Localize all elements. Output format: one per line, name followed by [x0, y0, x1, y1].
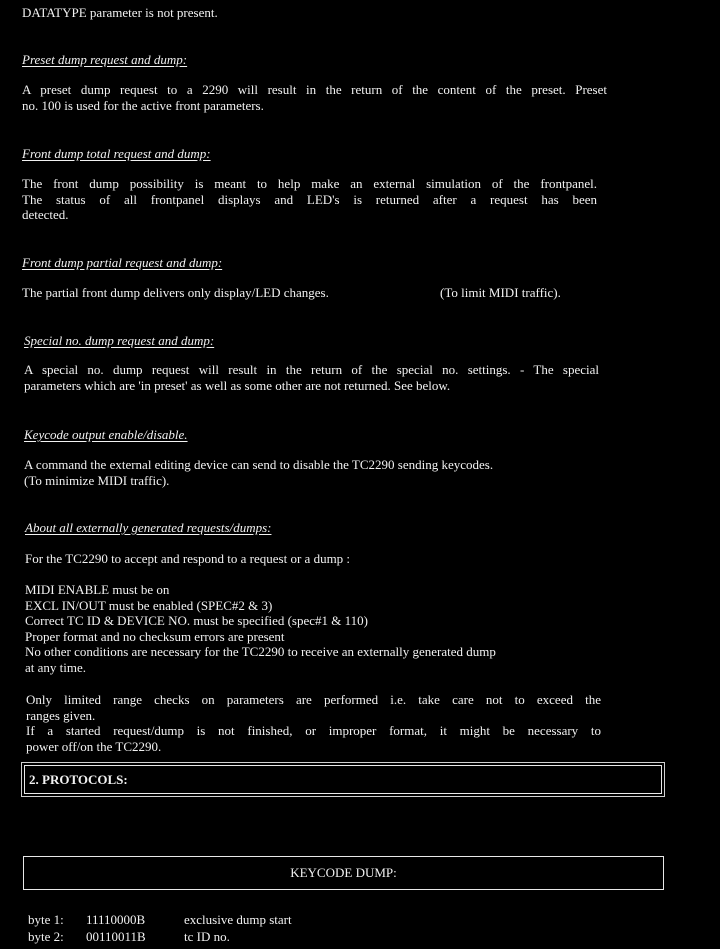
conditions-list — [25, 582, 590, 675]
section-heading: Preset dump request and dump: — [22, 52, 188, 67]
protocols-header-box — [21, 762, 665, 797]
list-item: Correct TC ID & DEVICE NO. must be specified (spec#1 & 110) — [25, 613, 368, 628]
section-front-partial — [22, 255, 622, 271]
section-external-requests — [25, 520, 625, 536]
section-special-dump — [24, 333, 624, 349]
section-keycode-output-body: A command the external editing device can send to disable the TC2290 sending keycodes. (To minimize MIDI traffic). — [24, 457, 494, 488]
section-special-body: A special no. dump request will result in the return of the special no. settings. - The special parameters which are 'in preset' as well as some other are not returned. See below. — [24, 362, 599, 393]
section-keycode-output — [24, 427, 624, 443]
list-item: MIDI ENABLE must be on — [25, 582, 170, 597]
notes-block: Only limited range checks on parameters are performed i.e. take care not to exceed the ranges given. If a started request/dump is not finished, or improper format, it might be necessary to power off/on the TC2290. — [26, 692, 601, 754]
section-heading: Keycode output enable/disable. — [24, 427, 188, 442]
section-heading: Front dump partial request and dump: — [22, 255, 223, 270]
list-item: EXCL IN/OUT must be enabled (SPEC#2 & 3) — [25, 597, 273, 613]
byte-label: byte 2: — [28, 929, 64, 944]
section-preset-body: A preset dump request to a 2290 will result in the return of the content of the preset. Preset no. 100 is used for the active front parameters. — [22, 82, 607, 113]
byte-description: tc ID no. — [184, 929, 230, 944]
section-front-total — [22, 146, 622, 162]
byte-value: 11110000B — [86, 912, 146, 927]
byte-description: exclusive dump start — [184, 912, 292, 927]
section-preset-dump — [22, 52, 622, 68]
section-front-partial-body: The partial front dump delivers only display/LED changes. (To limit MIDI traffic). — [22, 285, 561, 300]
section-heading: Front dump total request and dump: — [22, 146, 211, 161]
protocols-title: 2. PROTOCOLS: — [24, 765, 662, 794]
keycode-dump-title: KEYCODE DUMP: — [290, 865, 397, 880]
section-heading: Special no. dump request and dump: — [24, 333, 215, 348]
list-item: Proper format and no checksum errors are present — [25, 628, 285, 644]
section-front-total-body: The front dump possibility is meant to help make an external simulation of the frontpanel. The status of all frontpanel displays and LED's is returned after a request has been detected. — [22, 176, 597, 222]
section-heading: About all externally generated requests/dumps: — [25, 520, 272, 535]
list-item: No other conditions are necessary for the TC2290 to receive an externally generated dump — [25, 644, 496, 659]
list-item: at any time. — [25, 659, 87, 675]
intro-line: DATATYPE parameter is not present. — [22, 5, 218, 20]
aside-note: (To limit MIDI traffic). — [440, 285, 561, 300]
keycode-dump-header — [23, 856, 664, 890]
byte-label: byte 1: — [28, 912, 64, 927]
byte-value: 00110011B — [86, 929, 146, 944]
section-external-body: For the TC2290 to accept and respond to a request or a dump : — [25, 551, 351, 566]
